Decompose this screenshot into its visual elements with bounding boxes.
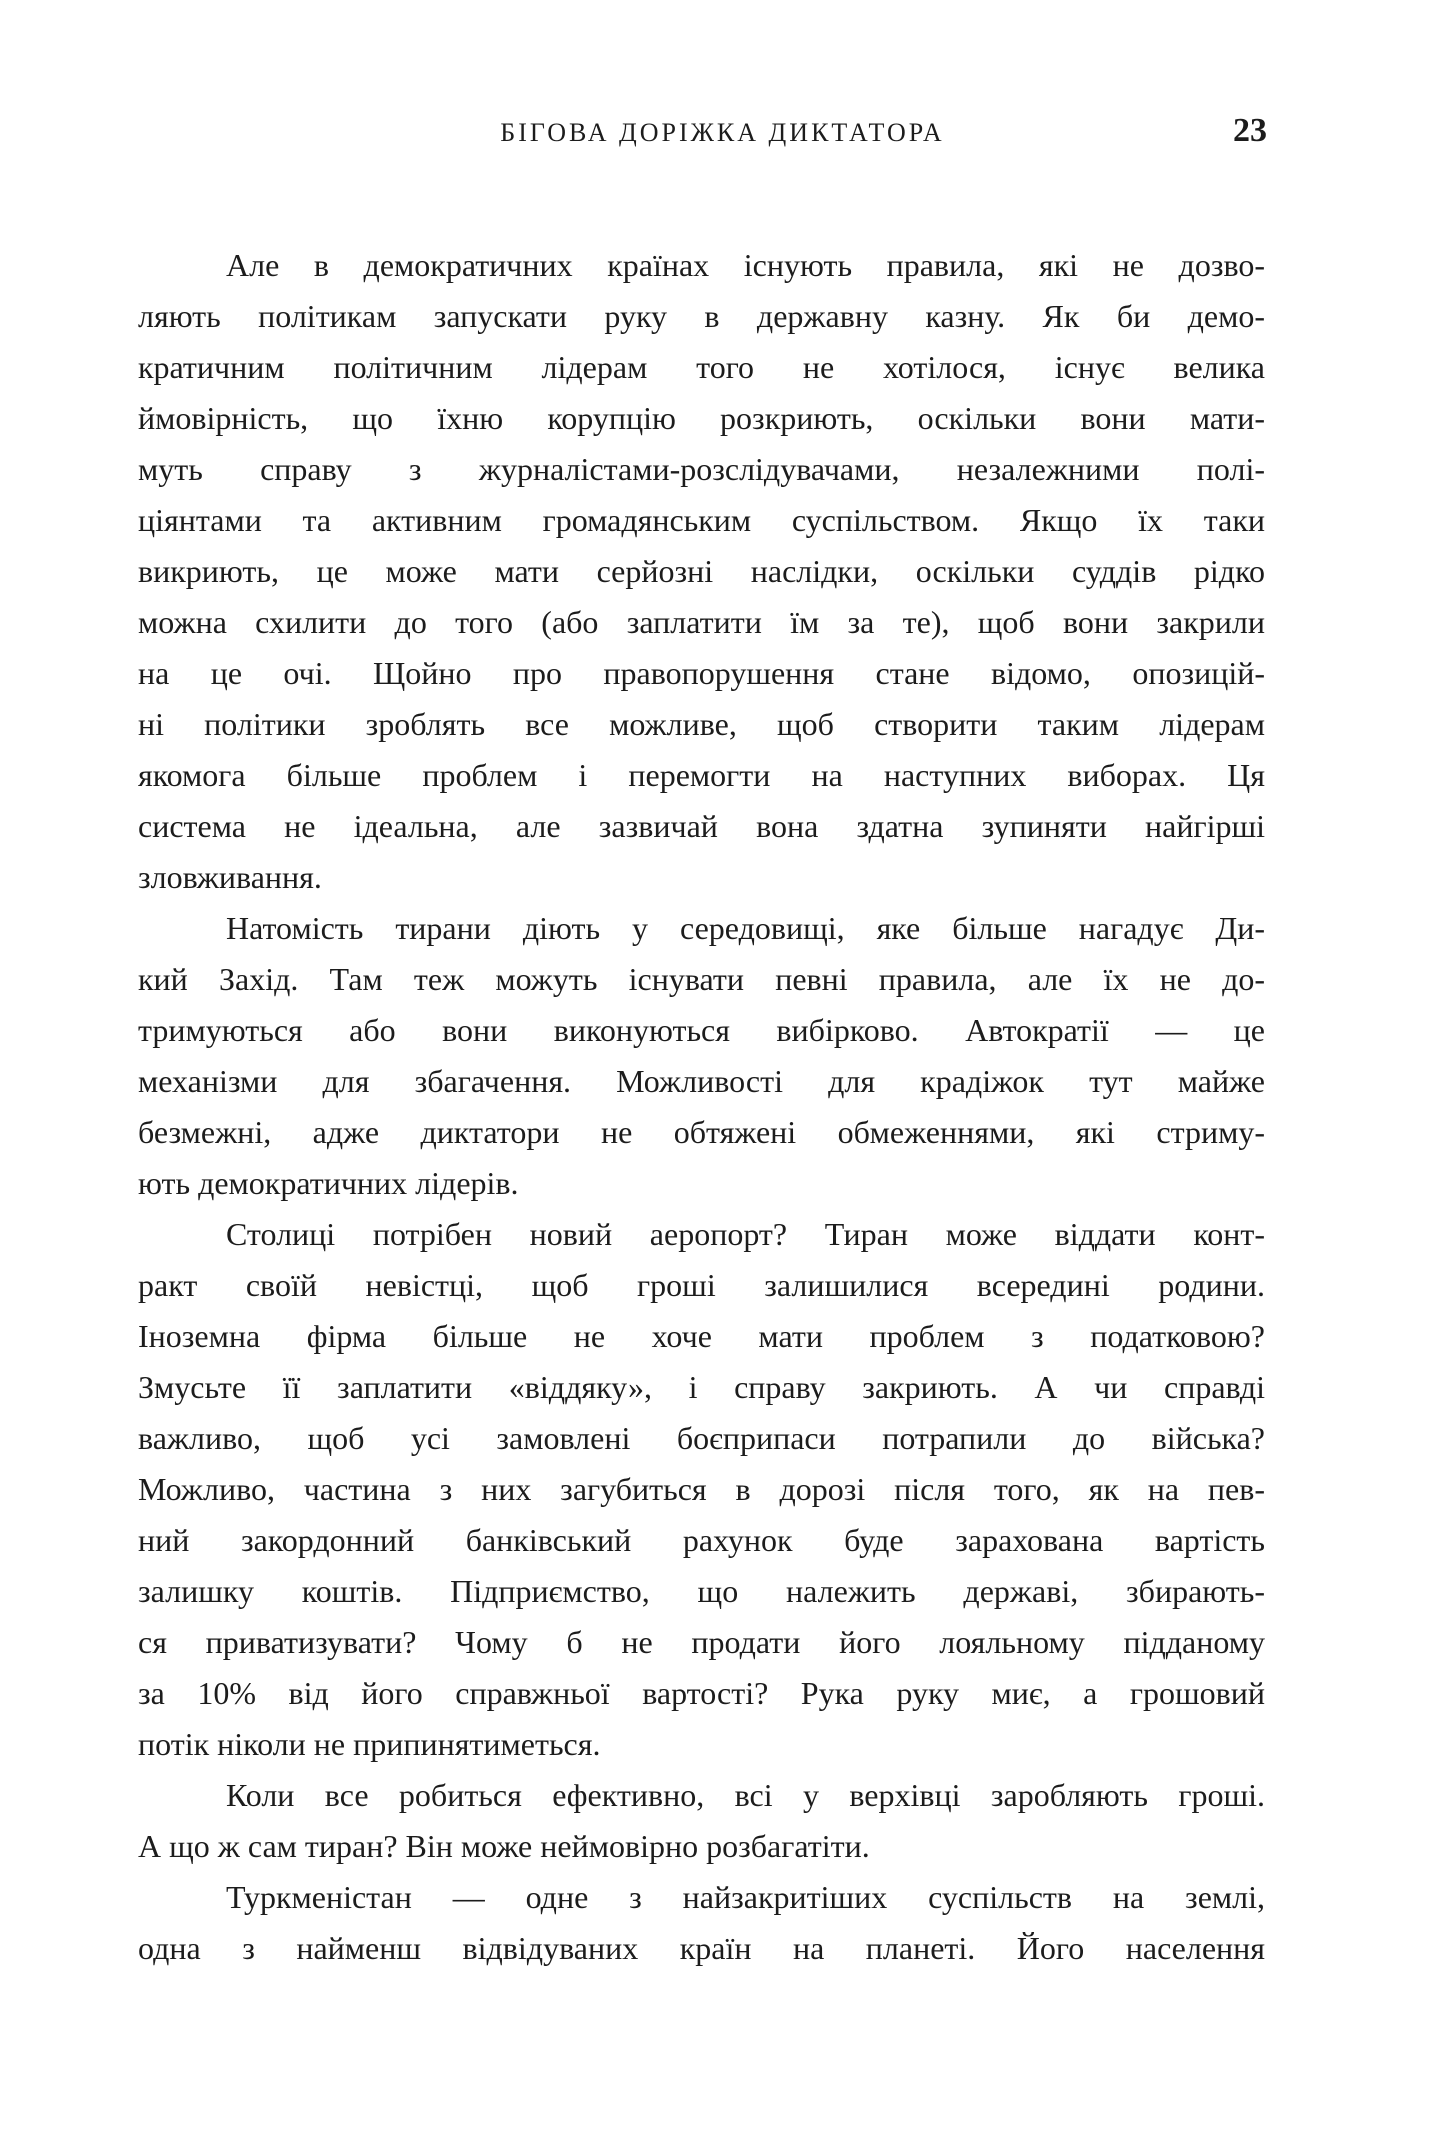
text-line: ракт своїй невістці, щоб гроші залишилися всередині родини. (138, 1267, 1265, 1303)
text-line: Можливо, частина з них загубиться в дорозі після того, як на пев- (138, 1471, 1265, 1507)
text-line: ні політики зроблять все можливе, щоб створити таким лідерам (138, 706, 1265, 742)
text-line: на це очі. Щойно про правопорушення стане відомо, опозицій- (138, 655, 1265, 691)
text-line: ймовірність, що їхню корупцію розкриють, оскільки вони мати- (138, 400, 1265, 436)
text-line: кий Захід. Там теж можуть існувати певні правила, але їх не до- (138, 961, 1265, 997)
text-line: викриють, це може мати серйозні наслідки, оскільки суддів рідко (138, 553, 1265, 589)
text-line: за 10% від його справжньої вартості? Рука руку миє, а грошовий (138, 1675, 1265, 1711)
text-line: механізми для збагачення. Можливості для крадіжок тут майже (138, 1063, 1265, 1099)
page-body (138, 240, 1265, 1974)
paragraph (138, 1209, 1265, 1770)
text-line: ний закордонний банківський рахунок буде зарахована вартість (138, 1522, 1265, 1558)
text-line: Але в демократичних країнах існують правила, які не дозво- (226, 247, 1265, 283)
text-line: Натомість тирани діють у середовищі, яке більше нагадує Ди- (226, 910, 1265, 946)
text-line: ціянтами та активним громадянським суспільством. Якщо їх таки (138, 502, 1265, 538)
text-line: Іноземна фірма більше не хоче мати проблем з податковою? (138, 1318, 1265, 1354)
text-line: кратичним політичним лідерам того не хотілося, існує велика (138, 349, 1265, 385)
text-line: Змусьте її заплатити «віддяку», і справу закриють. А чи справді (138, 1369, 1265, 1405)
text-line: Туркменістан — одне з найзакритіших суспільств на землі, (226, 1879, 1265, 1915)
paragraph (138, 240, 1265, 903)
text-line: залишку коштів. Підприємство, що належить державі, збирають- (138, 1573, 1265, 1609)
text-line: безмежні, адже диктатори не обтяжені обмеженнями, які стриму- (138, 1114, 1265, 1150)
text-line: можна схилити до того (або заплатити їм за те), щоб вони закрили (138, 604, 1265, 640)
text-line: потік ніколи не припинятиметься. (138, 1726, 601, 1762)
text-line: ся приватизувати? Чому б не продати його лояльному підданому (138, 1624, 1265, 1660)
text-line: А що ж сам тиран? Він може неймовірно розбагатіти. (138, 1828, 870, 1864)
paragraph (138, 1770, 1265, 1872)
text-line: ють демократичних лідерів. (138, 1165, 519, 1201)
text-line: Столиці потрібен новий аеропорт? Тиран може віддати конт- (226, 1216, 1265, 1252)
text-line: зловживання. (138, 859, 322, 895)
paragraph (138, 903, 1265, 1209)
text-line: Коли все робиться ефективно, всі у верхівці заробляють гроші. (226, 1777, 1265, 1813)
text-line: ляють політикам запускати руку в державну казну. Як би демо- (138, 298, 1265, 334)
paragraph (138, 1872, 1265, 1974)
page-number: 23 (1233, 112, 1267, 149)
text-line: система не ідеальна, але зазвичай вона здатна зупиняти найгірші (138, 808, 1265, 844)
running-header-title: БІГОВА ДОРІЖКА ДИКТАТОРА (500, 118, 945, 147)
text-line: муть справу з журналістами-розслідувачами, незалежними полі- (138, 451, 1265, 487)
text-line: якомога більше проблем і перемогти на наступних виборах. Ця (138, 757, 1265, 793)
text-line: тримуються або вони виконуються вибірково. Автократії — це (138, 1012, 1265, 1048)
text-line: одна з найменш відвідуваних країн на планеті. Його населення (138, 1930, 1265, 1966)
text-line: важливо, щоб усі замовлені боєприпаси потрапили до війська? (138, 1420, 1265, 1456)
